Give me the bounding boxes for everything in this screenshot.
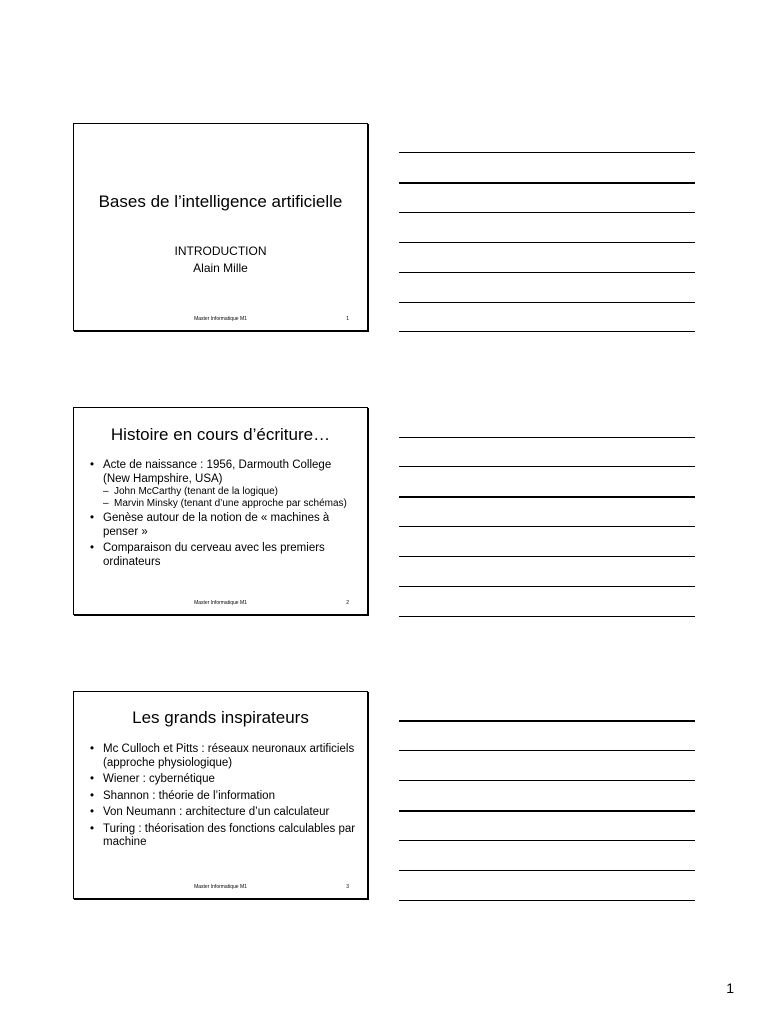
note-line <box>399 242 695 243</box>
bullet-item: • Wiener : cybernétique <box>88 773 357 787</box>
note-line <box>399 496 695 498</box>
note-line <box>399 750 695 751</box>
note-line <box>399 556 695 557</box>
slide-title: Les grands inspirateurs <box>132 708 309 727</box>
note-line <box>399 272 695 273</box>
note-line <box>399 526 695 527</box>
bullet-item: • Shannon : théorie de l’information <box>88 790 357 804</box>
bullet-item: • Acte de naissance : 1956, Darmouth College (New Hampshire, USA) <box>88 459 357 486</box>
note-line <box>399 616 695 617</box>
note-line <box>399 466 695 467</box>
bullet-list <box>88 459 357 572</box>
slide-footer <box>74 314 367 324</box>
note-line <box>399 331 695 332</box>
slide-subtitle <box>74 243 367 277</box>
slide-title: Histoire en cours d’écriture… <box>110 425 331 444</box>
bullet-item: • Genèse autour de la notion de « machines à penser » <box>88 512 357 539</box>
note-line <box>399 437 695 438</box>
slide-1 <box>73 123 368 331</box>
slide-number: 1 <box>346 316 349 322</box>
bullet-item: • Turing : théorisation des fonctions calculables par machine <box>88 823 357 850</box>
subtitle-line: INTRODUCTION <box>174 244 267 258</box>
slide-footer <box>74 598 367 608</box>
note-line <box>399 302 695 303</box>
note-line <box>399 780 695 781</box>
slide-footer <box>74 882 367 892</box>
bullet-list <box>88 743 357 853</box>
slide-number: 3 <box>346 884 349 890</box>
note-line <box>399 840 695 841</box>
note-line <box>399 586 695 587</box>
note-line <box>399 152 695 153</box>
note-line <box>399 810 695 812</box>
bullet-item: • Von Neumann : architecture d’un calculateur <box>88 806 357 820</box>
sub-bullet-item: – John McCarthy (tenant de la logique) <box>88 486 357 498</box>
author-name: Alain Mille <box>193 261 248 275</box>
slide-2 <box>73 407 368 615</box>
bullet-item: • Mc Culloch et Pitts : réseaux neuronaux artificiels (approche physiologique) <box>88 743 357 770</box>
slide-number: 2 <box>346 600 349 606</box>
note-line <box>399 212 695 213</box>
page-number: 1 <box>726 980 734 996</box>
note-line <box>399 720 695 722</box>
bullet-item: • Comparaison du cerveau avec les premiers ordinateurs <box>88 542 357 569</box>
note-line <box>399 900 695 901</box>
note-line <box>399 182 695 184</box>
footer-text: Master Informatique M1 <box>194 600 247 606</box>
sub-bullet-item: – Marvin Minsky (tenant d’une approche par schémas) <box>88 498 357 510</box>
slide-3 <box>73 691 368 899</box>
note-line <box>399 870 695 871</box>
footer-text: Master Informatique M1 <box>194 316 247 322</box>
footer-text: Master Informatique M1 <box>194 884 247 890</box>
slide-title: Bases de l’intelligence artificielle <box>98 192 343 211</box>
